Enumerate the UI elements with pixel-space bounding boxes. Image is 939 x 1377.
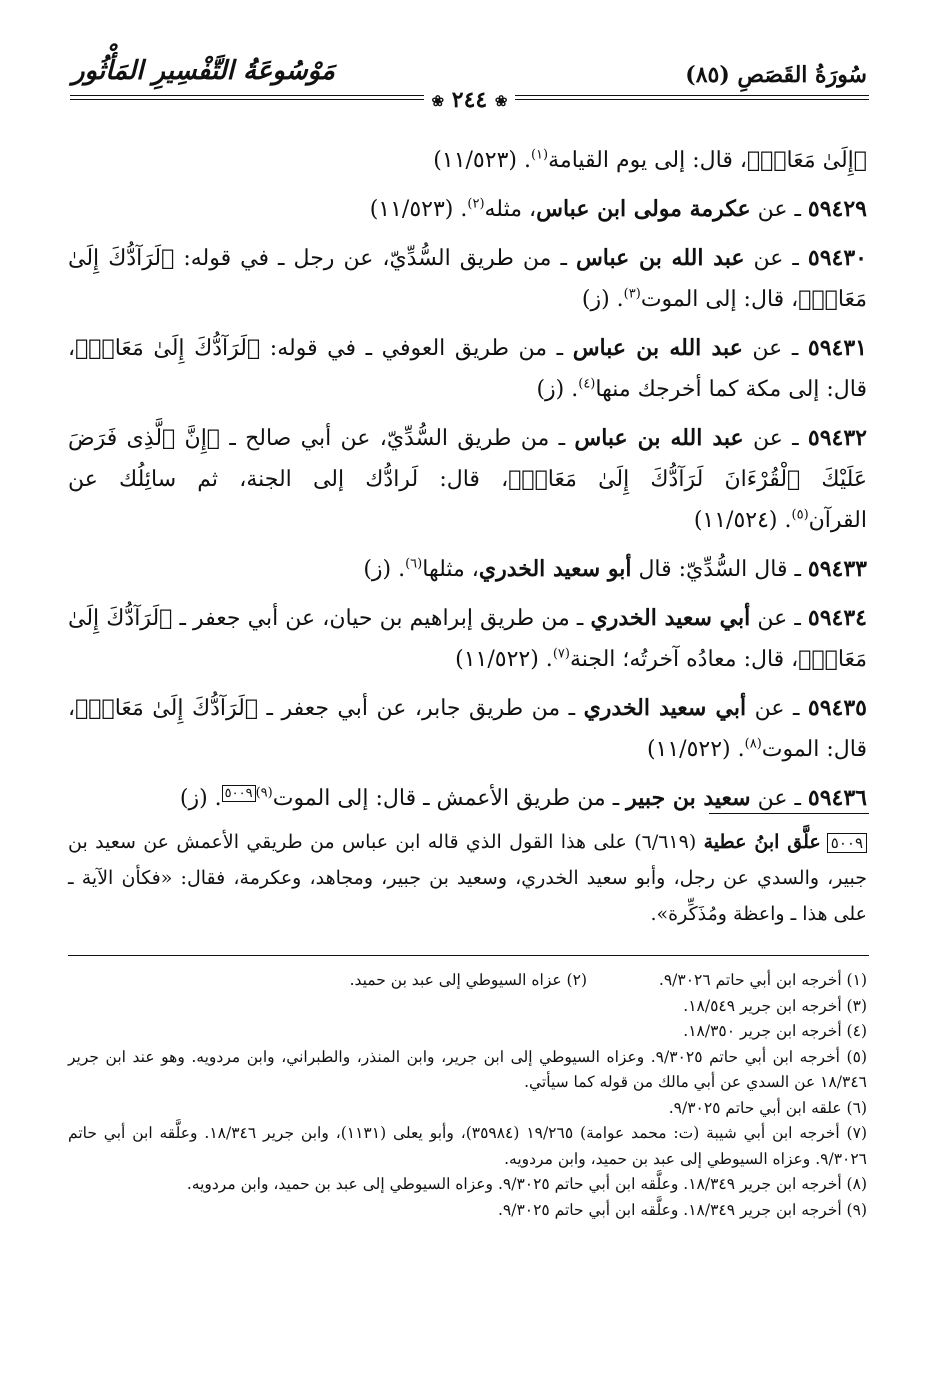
narration-text: ، قال: إلى مكة كما أخرجك منها [68,336,867,402]
source-ref: . (١١/٥٢٣) [433,148,531,173]
narration-lead: ـ عن [750,786,808,811]
narrator-name: أبو سعيد الخدري [478,556,632,582]
footnote-marker: (٣) [623,286,641,302]
footnote-marker: (٩) [255,785,273,801]
source-ref: . (١١/٥٢٢) [646,737,745,762]
footnote-1: (١) أخرجه ابن أبي حاتم ٩/٣٠٢٦. [658,971,867,989]
ornament-icon: ❀ [494,92,508,110]
narration-text: ، قال: الموت [68,696,867,762]
narrator-name: عبد الله بن عباس [575,245,745,271]
narration-text: ـ من طريق العوفي ـ في قوله: [260,336,573,361]
narration-59432 [68,418,867,541]
quran-quote: ﴿لَرَآدُّكَ إِلَىٰ مَعَادٖ﴾ [75,336,261,361]
narration-lead: ـ عن [744,246,808,271]
narration-59429 [68,189,867,230]
source-ref: . (ز) [179,786,222,811]
page-number-block [0,89,939,112]
footnotes [68,968,867,1223]
footnote-marker: (٢) [467,196,485,212]
narration-text: ، قال: إلى الموت [640,287,799,312]
footnote-marker: (٤) [578,376,596,392]
footnote-5: (٥) أخرجه ابن أبي حاتم ٩/٣٠٢٥. وعزاه السيوطي إلى ابن جرير، وابن المنذر، والطبراني، وابن مردويه. وهو عند ابن جرير ١٨/٣٤٦ عن السدي عن أبي مالك من قوله كما سيأتي. [68,1047,867,1091]
narration-lead: ـ عن [750,606,808,631]
narration-text: ـ من طريق إبراهيم بن حيان، عن أبي جعفر ـ [172,606,591,631]
source-ref: . (١١/٥٢٣) [369,197,468,222]
narration-59430 [68,238,867,320]
narration-text: ـ من طريق الأعمش ـ قال: إلى الموت [272,786,627,811]
narration-lead: ـ عن [750,197,808,222]
source-ref: . (ز) [581,287,624,312]
narrator-name: أبي سعيد الخدري [583,695,747,721]
narration-59435 [68,688,867,770]
narration-number: ٥٩٤٢٩ [807,196,867,222]
footnote-marker: (٧) [552,646,570,662]
source-ref: . (١١/٥٢٤) [693,508,792,533]
narration-number: ٥٩٤٣٤ [807,605,867,631]
narration-59434 [68,598,867,680]
commentary-text: (٦/٦١٩) على هذا القول الذي قاله ابن عباس من طريقي الأعمش عن سعيد بن جبير، والسدي عن رجل، وأبو سعيد الخدري، وسعيد بن جبير، ومجاهد، وعكرمة، فقال: «فكأن الآية ـ على هذا ـ واعظة ومُذَكِّرة». [68,831,867,925]
main-text [68,140,867,827]
narration-number: ٥٩٤٣٦ [807,785,867,811]
narration-59431 [68,328,867,410]
narration-number: ٥٩٤٣٣ [807,556,867,582]
commentary-number-box: ٥٠٠٩ [827,833,867,853]
narration-number: ٥٩٤٣١ [807,335,867,361]
surah-header: سُورَةُ القَصَصِ (٨٥) [685,62,867,88]
source-ref: . (ز) [536,377,579,402]
footnote-9: (٩) أخرجه ابن جرير ١٨/٣٤٩. وعلَّقه ابن أبي حاتم ٩/٣٠٢٥. [497,1200,867,1219]
narration-lead: ـ عن [742,336,808,361]
footnote-6: (٦) علقه ابن أبي حاتم ٩/٣٠٢٥. [668,1098,867,1117]
footnote-marker: (٨) [744,736,762,752]
footnote-marker: (٥) [791,507,809,523]
narration-text: ، مثله [484,197,537,222]
footnote-4: (٤) أخرجه ابن جرير ١٨/٣٥٠. [683,1022,867,1040]
footnote-2: (٢) عزاه السيوطي إلى عبد بن حميد. [349,971,587,989]
narration-text: ، قال: إلى يوم القيامة [548,148,747,173]
footnote-7: (٧) أخرجه ابن أبي شيبة (ت: محمد عوامة) ١٩/٢٦٥ (٣٥٩٨٤)، وأبو يعلى (١١٣١)، وابن جرير ١٨/٣٤٦. وعلَّقه ابن أبي حاتم ٩/٣٠٢٦. وعزاه السيوطي إلى عبد بن حميد، وابن مردويه. [68,1124,867,1168]
commentary-note [68,824,867,932]
page-number: ٢٤٤ [451,87,488,113]
narration-text: ـ من طريق جابر، عن أبي جعفر ـ [258,696,584,721]
narration-59433 [68,549,867,590]
narrator-name: عكرمة مولى ابن عباس [536,196,751,222]
commentary-ref-box: ٥٠٠٩ [222,785,256,802]
quran-quote: ﴿لَرَآدُّكَ إِلَىٰ مَعَادٖ﴾ [68,246,867,312]
narration-lead: ـ قال السُّدِّيّ: قال [631,557,808,582]
footnote-8: (٨) أخرجه ابن جرير ١٨/٣٤٩. وعلَّقه ابن أبي حاتم ٩/٣٠٢٥. وعزاه السيوطي إلى عبد بن حميد، وابن مردويه. [186,1175,867,1193]
narrator-name: عبد الله بن عباس [572,335,743,361]
narration-number: ٥٩٤٣٥ [807,695,867,721]
book-title-header: مَوْسُوعَةُ التَّفْسِيرِ المَأْثُور [72,56,335,86]
narration-text: ، قال: معادُه آخرتُه؛ الجنة [569,647,799,672]
narration-text: ـ من طريق السُّدِّيّ، عن أبي صالح ـ [220,426,575,451]
narration-text: ، مثلها [422,557,479,582]
footnote-marker: (١) [530,147,549,163]
commentary-lead: علَّق ابنُ عطية [703,831,821,853]
narration-lead: ـ عن [746,696,808,721]
narration-text: ، قال: لَرادُّك إلى الجنة، ثم سائِلُك عن القرآن [68,467,867,533]
source-ref: . (ز) [363,557,406,582]
source-ref: . (١١/٥٢٢) [455,647,553,672]
narration-number: ٥٩٤٣٠ [807,245,867,271]
narration-text: ـ من طريق السُّدِّيّ، عن رجل ـ في قوله: [174,246,576,271]
footnote-marker: (٦) [405,556,423,572]
quran-quote: ﴿لَرَآدُّكَ إِلَىٰ مَعَادٖ﴾ [68,606,867,672]
quran-quote: ﴿لَرَآدُّكَ إِلَىٰ مَعَادٖ﴾ [75,696,259,721]
quran-quote: ﴿إِلَىٰ مَعَادٖ﴾ [746,148,867,173]
ornament-icon: ❀ [431,92,445,110]
narrator-name: سعيد بن جبير [626,785,751,811]
narration-lead: ـ عن [743,426,808,451]
footnote-3: (٣) أخرجه ابن جرير ١٨/٥٤٩. [683,996,867,1015]
commentary-separator [709,813,869,814]
footnote-row [68,968,867,994]
narration-continued [68,140,867,181]
narrator-name: عبد الله بن عباس [574,425,744,451]
footnotes-separator [68,955,869,956]
narrator-name: أبي سعيد الخدري [590,605,751,631]
quran-quote: ﴿إِنَّ ٱلَّذِى فَرَضَ عَلَيْكَ ٱلْقُرْءَانَ لَرَآدُّكَ إِلَىٰ مَعَادٖ﴾ [68,426,867,492]
narration-number: ٥٩٤٣٢ [807,425,867,451]
